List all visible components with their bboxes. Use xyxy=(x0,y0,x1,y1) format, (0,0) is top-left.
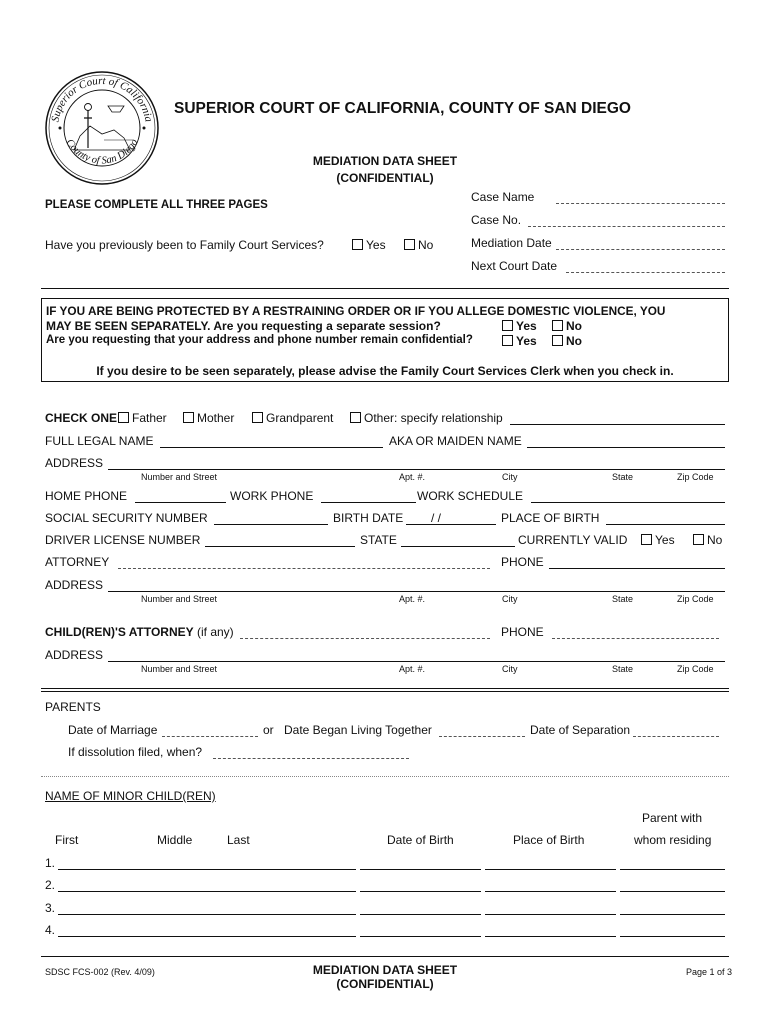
childrens-attorney-phone-label: PHONE xyxy=(501,625,544,639)
address-label: ADDRESS xyxy=(45,456,104,470)
checkbox[interactable] xyxy=(502,320,513,331)
zip-caption: Zip Code xyxy=(677,664,714,674)
date-separation-label: Date of Separation xyxy=(530,723,631,737)
col-parent-2: whom residing xyxy=(634,833,712,847)
checkbox[interactable] xyxy=(552,335,563,346)
mediation-date-label: Mediation Date xyxy=(471,236,552,250)
number-street-caption: Number and Street xyxy=(141,664,218,674)
date-of-marriage-field[interactable] xyxy=(162,736,258,737)
attorney-label: ATTORNEY xyxy=(45,555,110,569)
confidential-no[interactable] xyxy=(552,334,582,348)
divider xyxy=(41,776,729,777)
zip-caption: Zip Code xyxy=(677,472,714,482)
col-pob: Place of Birth xyxy=(513,833,585,847)
childrens-attorney-label xyxy=(45,625,234,639)
checkbox[interactable] xyxy=(350,412,361,423)
child-name-field[interactable] xyxy=(58,914,356,915)
child-name-field[interactable] xyxy=(58,869,356,870)
dl-number-field[interactable] xyxy=(205,546,355,547)
child-name-field[interactable] xyxy=(58,891,356,892)
case-name-field[interactable] xyxy=(556,203,725,204)
mother-label: Mother xyxy=(197,411,235,425)
child-row-number: 1. xyxy=(45,856,56,870)
birth-date-label: BIRTH DATE xyxy=(333,511,404,525)
child-name-field[interactable] xyxy=(58,936,356,937)
form-subtitle: (CONFIDENTIAL) xyxy=(336,171,434,185)
yes-label: Yes xyxy=(516,319,537,333)
col-middle: Middle xyxy=(157,833,193,847)
separate-session-no[interactable] xyxy=(552,319,582,333)
no-label: No xyxy=(418,238,434,252)
childrens-attorney-address-label: ADDRESS xyxy=(45,648,104,662)
restraining-line-1: IF YOU ARE BEING PROTECTED BY A RESTRAINING ORDER OR IF YOU ALLEGE DOMESTIC VIOLENCE, YOU xyxy=(46,304,666,318)
city-caption: City xyxy=(502,664,518,674)
footer-subtitle: (CONFIDENTIAL) xyxy=(336,977,434,991)
col-parent-1: Parent with xyxy=(642,811,703,825)
currently-valid-yes[interactable] xyxy=(641,533,675,547)
work-schedule-label: WORK SCHEDULE xyxy=(417,489,524,503)
checkbox[interactable] xyxy=(183,412,194,423)
form-number: SDSC FCS-002 (Rev. 4/09) xyxy=(45,967,155,977)
no-label: No xyxy=(566,319,582,333)
place-of-birth-label: PLACE OF BIRTH xyxy=(501,511,600,525)
checkbox[interactable] xyxy=(404,239,415,250)
col-dob: Date of Birth xyxy=(387,833,454,847)
currently-valid-label: CURRENTLY VALID xyxy=(518,533,628,547)
child-parent-field[interactable] xyxy=(620,869,725,870)
checkbox[interactable] xyxy=(552,320,563,331)
checkbox[interactable] xyxy=(502,335,513,346)
child-parent-field[interactable] xyxy=(620,891,725,892)
case-name-label: Case Name xyxy=(471,190,535,204)
no-label: No xyxy=(566,334,582,348)
dissolution-label: If dissolution filed, when? xyxy=(68,745,203,759)
previous-fcs-question: Have you previously been to Family Court Services? xyxy=(45,238,324,252)
no-label: No xyxy=(707,533,723,547)
seal-bottom-text: County of San Diego xyxy=(63,137,141,167)
date-of-marriage-label: Date of Marriage xyxy=(68,723,158,737)
relationship-father[interactable] xyxy=(118,411,167,425)
divider xyxy=(41,691,729,692)
childrens-attorney-address-field[interactable] xyxy=(108,661,725,662)
work-phone-field[interactable] xyxy=(321,502,416,503)
other-label: Other: specify relationship xyxy=(364,411,503,425)
child-parent-field[interactable] xyxy=(620,936,725,937)
childrens-attorney-text: CHILD(REN)'S ATTORNEY xyxy=(45,625,194,639)
checkbox[interactable] xyxy=(252,412,263,423)
yes-label: Yes xyxy=(516,334,537,348)
case-no-label: Case No. xyxy=(471,213,522,227)
currently-valid-no[interactable] xyxy=(693,533,722,547)
attorney-address-label: ADDRESS xyxy=(45,578,104,592)
dissolution-field[interactable] xyxy=(213,758,409,759)
father-label: Father xyxy=(132,411,167,425)
place-of-birth-field[interactable] xyxy=(606,524,725,525)
seal-top-text: Superior Court of California xyxy=(49,74,155,124)
form-title: MEDIATION DATA SHEET xyxy=(312,154,458,168)
relationship-grandparent[interactable] xyxy=(252,411,333,425)
page-number: Page 1 of 3 xyxy=(686,967,733,977)
attorney-phone-field[interactable] xyxy=(549,568,725,569)
city-caption: City xyxy=(502,472,518,482)
complete-all-pages: PLEASE COMPLETE ALL THREE PAGES xyxy=(45,199,268,211)
checkbox[interactable] xyxy=(352,239,363,250)
next-court-date-label: Next Court Date xyxy=(471,259,558,273)
child-pob-field[interactable] xyxy=(485,891,616,892)
child-pob-field[interactable] xyxy=(485,869,616,870)
state-field[interactable] xyxy=(401,546,515,547)
work-phone-label: WORK PHONE xyxy=(230,489,314,503)
divider xyxy=(41,688,729,689)
court-title: SUPERIOR COURT OF CALIFORNIA, COUNTY OF SAN DIEGO xyxy=(174,100,631,117)
check-one-label: CHECK ONE xyxy=(45,411,118,425)
case-no-field[interactable] xyxy=(528,226,725,227)
checkbox[interactable] xyxy=(693,534,704,545)
col-last: Last xyxy=(227,833,250,847)
childrens-attorney-phone-field[interactable] xyxy=(552,638,719,639)
date-living-together-label: Date Began Living Together xyxy=(284,723,432,737)
restraining-line-2: MAY BE SEEN SEPARATELY. Are you requesting a separate session? xyxy=(46,319,441,333)
col-first: First xyxy=(55,833,79,847)
separate-session-yes[interactable] xyxy=(502,319,537,333)
full-legal-name-label: FULL LEGAL NAME xyxy=(45,434,154,448)
if-any-text: (if any) xyxy=(196,625,234,639)
apt-caption: Apt. #. xyxy=(399,594,426,604)
date-separation-field[interactable] xyxy=(633,736,719,737)
state-caption: State xyxy=(612,472,634,482)
attorney-field[interactable] xyxy=(118,568,490,569)
aka-field[interactable] xyxy=(527,447,725,448)
number-street-caption: Number and Street xyxy=(141,472,218,482)
children-heading: NAME OF MINOR CHILD(REN) xyxy=(45,789,216,803)
address-field[interactable] xyxy=(108,469,725,470)
court-seal xyxy=(44,70,160,186)
attorney-phone-label: PHONE xyxy=(501,555,544,569)
child-parent-field[interactable] xyxy=(620,914,725,915)
childrens-attorney-field[interactable] xyxy=(240,638,490,639)
aka-label: AKA OR MAIDEN NAME xyxy=(389,434,522,448)
footer-divider xyxy=(41,956,729,957)
yes-label: Yes xyxy=(655,533,675,547)
birth-date-slashes: / / xyxy=(431,511,442,525)
child-row-number: 3. xyxy=(45,901,56,915)
attorney-address-field[interactable] xyxy=(108,591,725,592)
home-phone-field[interactable] xyxy=(135,502,226,503)
checkbox[interactable] xyxy=(118,412,129,423)
previous-fcs-no[interactable] xyxy=(404,238,433,252)
full-legal-name-field[interactable] xyxy=(160,447,383,448)
state-label: STATE xyxy=(360,533,397,547)
child-dob-field[interactable] xyxy=(360,914,481,915)
number-street-caption: Number and Street xyxy=(141,594,218,604)
svg-text:County of San Diego xyxy=(64,137,141,166)
previous-fcs-yes[interactable] xyxy=(352,238,386,252)
svg-text:Superior Court of California xyxy=(49,75,154,124)
work-schedule-field[interactable] xyxy=(531,502,725,503)
child-dob-field[interactable] xyxy=(360,891,481,892)
other-relationship-field[interactable] xyxy=(510,424,725,425)
mediation-date-field[interactable] xyxy=(556,249,725,250)
child-row-number: 2. xyxy=(45,878,56,892)
relationship-mother[interactable] xyxy=(183,411,234,425)
restraining-note: If you desire to be seen separately, please advise the Family Court Services Clerk when you check in. xyxy=(96,364,674,378)
child-row-number: 4. xyxy=(45,923,56,937)
state-caption: State xyxy=(612,664,634,674)
child-pob-field[interactable] xyxy=(485,914,616,915)
or-label: or xyxy=(263,723,274,737)
checkbox[interactable] xyxy=(641,534,652,545)
child-dob-field[interactable] xyxy=(360,869,481,870)
relationship-other[interactable] xyxy=(350,411,503,425)
state-caption: State xyxy=(612,594,634,604)
birth-date-field[interactable] xyxy=(406,524,496,525)
home-phone-label: HOME PHONE xyxy=(45,489,128,503)
grandparent-label: Grandparent xyxy=(266,411,334,425)
restraining-line-3: Are you requesting that your address and phone number remain confidential? xyxy=(46,334,473,346)
city-caption: City xyxy=(502,594,518,604)
confidential-yes[interactable] xyxy=(502,334,537,348)
dl-number-label: DRIVER LICENSE NUMBER xyxy=(45,533,201,547)
apt-caption: Apt. #. xyxy=(399,472,426,482)
divider xyxy=(41,288,729,289)
child-pob-field[interactable] xyxy=(485,936,616,937)
zip-caption: Zip Code xyxy=(677,594,714,604)
parents-heading: PARENTS xyxy=(45,700,101,714)
yes-label: Yes xyxy=(366,238,386,252)
date-living-together-field[interactable] xyxy=(439,736,525,737)
child-dob-field[interactable] xyxy=(360,936,481,937)
footer-title: MEDIATION DATA SHEET xyxy=(312,963,458,977)
ssn-field[interactable] xyxy=(214,524,328,525)
next-court-date-field[interactable] xyxy=(566,272,725,273)
apt-caption: Apt. #. xyxy=(399,664,426,674)
ssn-label: SOCIAL SECURITY NUMBER xyxy=(45,511,208,525)
